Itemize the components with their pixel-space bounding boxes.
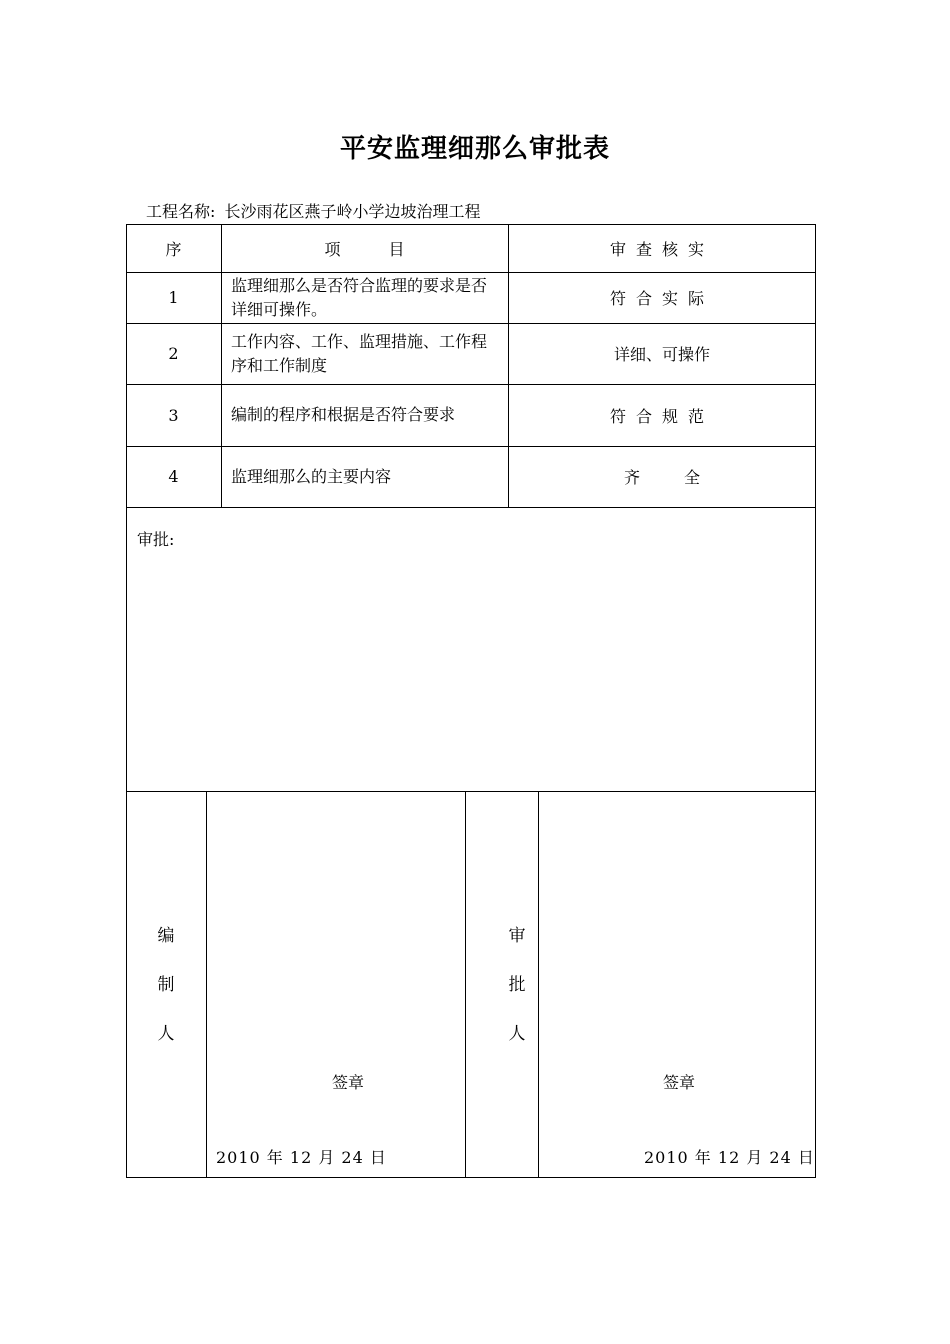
- approver-label: [502, 912, 532, 1059]
- col-divider: [206, 791, 207, 1178]
- project-name-line: [146, 199, 481, 222]
- row-divider: [126, 791, 816, 792]
- row-3-item: 编制的程序和根据是否符合要求: [231, 405, 456, 424]
- row-4-check: 齐全: [623, 468, 744, 487]
- approver-label-char: 批: [508, 975, 526, 995]
- author-date: 2010 年 12 月 24 日: [216, 1148, 387, 1167]
- row-3-no: 3: [168, 405, 179, 425]
- row-2-item: 工作内容、工作、监理措施、工作程序和工作制度: [231, 331, 488, 375]
- author-label-char: 制: [157, 975, 175, 995]
- row-2-no: 2: [168, 344, 179, 363]
- row-divider: [126, 507, 816, 508]
- header-item: 项 目: [324, 239, 405, 259]
- row-4-no: 4: [168, 467, 179, 486]
- approver-label-char: 人: [508, 1024, 526, 1044]
- row-1-no: 1: [168, 288, 179, 307]
- row-4-item: 监理细那么的主要内容: [231, 466, 392, 486]
- author-label-char: 人: [157, 1024, 175, 1044]
- row-1-item: 监理细那么是否符合监理的要求是否详细可操作。: [231, 275, 488, 319]
- project-name-label: 工程名称:: [146, 202, 216, 221]
- author-label-char: 编: [157, 926, 175, 946]
- approver-date: 2010 年 12 月 24 日: [644, 1148, 815, 1167]
- col-divider: [465, 791, 466, 1178]
- col-divider: [538, 791, 539, 1178]
- row-1-check: 符合实际: [609, 289, 714, 308]
- header-check: 审查核实: [609, 239, 714, 259]
- row-3-check: 符合规范: [609, 406, 714, 426]
- header-no: 序: [165, 239, 182, 259]
- page-title: 平安监理细那么审批表: [339, 134, 610, 164]
- author-sign-label: 签章: [332, 1073, 365, 1092]
- approver-sign-label: 签章: [663, 1073, 696, 1092]
- row-2-check: 详细、可操作: [613, 345, 710, 364]
- project-name-value: 长沙雨花区燕子岭小学边坡治理工程: [224, 202, 481, 221]
- approver-label-char: 审: [508, 926, 526, 946]
- approval-label: 审批:: [137, 530, 175, 549]
- author-label: [151, 912, 181, 1059]
